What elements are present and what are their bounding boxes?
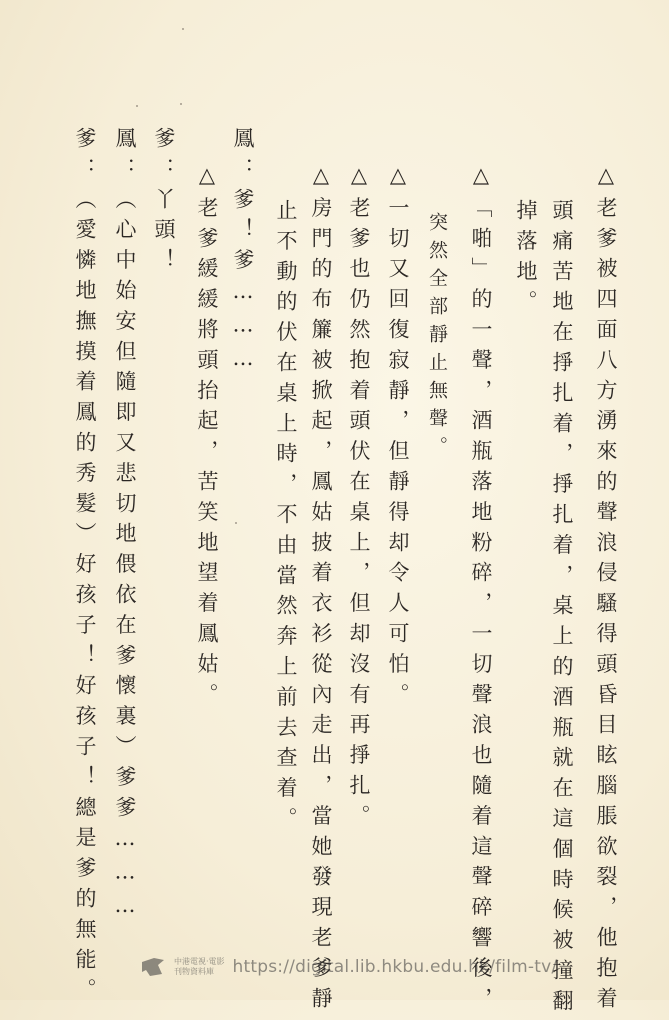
stage-direction-column: 止不動的伏在桌上時，不由當然奔上前去查着。 [274,199,298,838]
paper-speck [235,522,237,524]
source-url[interactable]: https://digital.lib.hkbu.edu.hk/film-tv/ [232,957,558,977]
stage-direction-column: △老爹也仍然抱着頭伏在桌上，但却沒有再掙扎。 [347,163,371,835]
stage-direction-column: △老爹緩緩將頭抬起，苦笑地望着鳳姑。 [195,163,219,714]
stage-direction-column: △老爹被四面八方湧來的聲浪侵騷得頭昏目眩腦脹欲裂，他抱着 [594,163,618,1018]
stage-direction-column: 突然全部靜止無聲。 [426,212,448,464]
logo-line-2: 刊物資料庫 [174,967,214,976]
paper-speck [182,28,184,30]
paper-speck [136,105,138,107]
stage-direction-column: 頭痛苦地在掙扎着，掙扎着，桌上的酒瓶就在這個時候被撞翻 [550,199,574,1020]
stage-direction-column: 掉落地。 [514,199,538,321]
library-logo-icon [140,956,166,978]
stage-direction-column: △一切又回復寂靜，但靜得却令人可怕。 [386,163,410,714]
stage-direction-column: △「啪」的一聲，酒瓶落地粉碎，一切聲浪也隨着這聲碎響後， [469,163,493,1018]
stage-direction-column: △房門的布簾被掀起，鳳姑披着衣衫從內走出，當她發現老爹靜 [309,163,333,1018]
dialogue-column: 鳳：（心中始安但隨即又悲切地偎依在爹懷裏）爹爹……… [113,127,137,927]
dialogue-column: 爹：（愛憐地撫摸着鳳的秀髮）好孩子！好孩子！總是爹的無能。 [73,127,97,1009]
paper-speck [180,103,182,105]
dialogue-column: 鳳：爹！爹……… [231,127,255,380]
library-logo-text [174,957,225,977]
dialogue-column: 爹：丫頭！ [152,127,176,279]
logo-line-1: 中港電視‧電影 [174,957,225,966]
watermark-footer [140,950,557,984]
